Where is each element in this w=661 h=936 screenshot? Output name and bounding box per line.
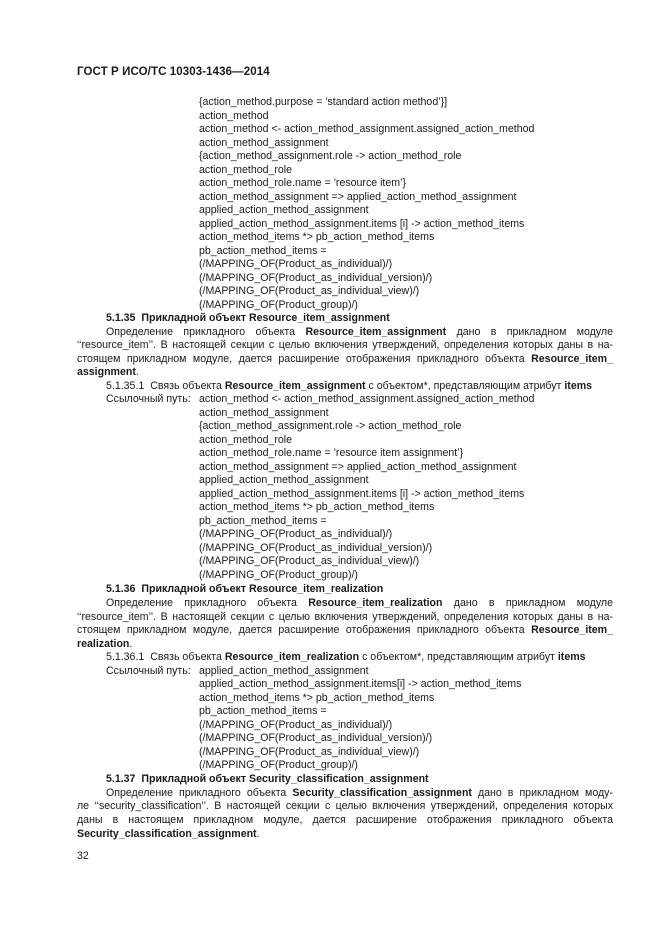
paragraph-line: ‘‘resource_item’’. В настоящей секции с целью включения утверждений, определения которых даны в на- bbox=[77, 611, 613, 623]
paragraph-line: assignment. bbox=[77, 366, 139, 378]
code-line: (/MAPPING_OF(Product_group)/) bbox=[199, 759, 358, 771]
code-line: action_method_items *> pb_action_method_items bbox=[199, 231, 435, 243]
code-line: (/MAPPING_OF(Product_as_individual)/) bbox=[199, 719, 393, 731]
code-line: {action_method_assignment.role -> action_method_role bbox=[199, 420, 462, 432]
paragraph-line: Security_classification_assignment. bbox=[77, 828, 260, 840]
paragraph-line: ле ‘‘security_classification’’. В настоящей секции с целью включения утверждений, определения которых bbox=[77, 800, 613, 812]
paragraph-line: ‘‘resource_item’’. В настоящей секции с целью включения утверждений, определения которых даны в на- bbox=[77, 339, 613, 351]
code-line: applied_action_method_assignment.items[i] -> action_method_items bbox=[199, 678, 522, 690]
code-line: {action_method_assignment.role -> action_method_role bbox=[199, 150, 462, 162]
code-line: applied_action_method_assignment bbox=[199, 474, 369, 486]
code-line: pb_action_method_items = bbox=[199, 515, 327, 527]
code-line: action_method_assignment bbox=[199, 407, 329, 419]
code-line: action_method_assignment => applied_action_method_assignment bbox=[199, 191, 517, 203]
code-line: applied_action_method_assignment bbox=[199, 665, 369, 677]
code-line: (/MAPPING_OF(Product_as_individual_version)/) bbox=[199, 272, 433, 284]
code-line: (/MAPPING_OF(Product_as_individual)/) bbox=[199, 528, 393, 540]
code-line: (/MAPPING_OF(Product_as_individual_view)/) bbox=[199, 285, 420, 297]
section-heading: 5.1.37 Прикладной объект Security_classification_assignment bbox=[106, 773, 429, 785]
code-line: action_method_assignment => applied_action_method_assignment bbox=[199, 461, 517, 473]
reference-path-label: Ссылочный путь: bbox=[106, 393, 191, 405]
code-line: (/MAPPING_OF(Product_as_individual_view)/) bbox=[199, 746, 420, 758]
code-line: action_method_role bbox=[199, 164, 293, 176]
code-line: applied_action_method_assignment.items [i] -> action_method_items bbox=[199, 488, 525, 500]
code-line: (/MAPPING_OF(Product_group)/) bbox=[199, 299, 358, 311]
section-heading: 5.1.36 Прикладной объект Resource_item_realization bbox=[106, 583, 384, 595]
code-line: (/MAPPING_OF(Product_as_individual_version)/) bbox=[199, 542, 433, 554]
code-line: action_method_role.name = ’resource item’} bbox=[199, 177, 406, 189]
code-line: pb_action_method_items = bbox=[199, 245, 327, 257]
paragraph-line: даны в настоящем прикладном модуле, дается расширение отображения прикладного объекта bbox=[77, 814, 613, 826]
code-line: action_method_items *> pb_action_method_items bbox=[199, 501, 435, 513]
code-line: action_method_role.name = ’resource item assignment’} bbox=[199, 447, 464, 459]
code-line: action_method_items *> pb_action_method_items bbox=[199, 692, 435, 704]
page-number: 32 bbox=[77, 850, 89, 862]
paragraph-line: realization. bbox=[77, 638, 133, 650]
reference-path-label: Ссылочный путь: bbox=[106, 665, 191, 677]
code-line: action_method_assignment bbox=[199, 137, 329, 149]
code-line: pb_action_method_items = bbox=[199, 705, 327, 717]
code-line: (/MAPPING_OF(Product_as_individual_view)/) bbox=[199, 555, 420, 567]
paragraph-line: Определение прикладного объекта Resource_item_realization дано в прикладном модуле bbox=[106, 597, 613, 609]
code-line: (/MAPPING_OF(Product_group)/) bbox=[199, 569, 358, 581]
subsection-heading: 5.1.36.1 Связь объекта Resource_item_realization с объектом*, представляющим атрибут items bbox=[106, 651, 586, 663]
code-line: (/MAPPING_OF(Product_as_individual_version)/) bbox=[199, 732, 433, 744]
code-line: applied_action_method_assignment bbox=[199, 204, 369, 216]
paragraph-line: Определение прикладного объекта Security_classification_assignment дано в прикладном моду- bbox=[106, 787, 613, 799]
paragraph-line: стоящем прикладном модуле, дается расширение отображения прикладного объекта Resource_item_ bbox=[77, 353, 613, 365]
code-line: action_method_role bbox=[199, 434, 293, 446]
paragraph-line: стоящем прикладном модуле, дается расширение отображения прикладного объекта Resource_item_ bbox=[77, 624, 613, 636]
code-line: applied_action_method_assignment.items [i] -> action_method_items bbox=[199, 218, 525, 230]
code-line: action_method <- action_method_assignment.assigned_action_method bbox=[199, 393, 535, 405]
code-line: {action_method.purpose = ’standard action method’}] bbox=[199, 96, 448, 108]
document-header: ГОСТ Р ИСО/ТС 10303-1436—2014 bbox=[77, 66, 270, 78]
section-heading: 5.1.35 Прикладной объект Resource_item_assignment bbox=[106, 312, 390, 324]
code-line: action_method bbox=[199, 110, 269, 122]
subsection-heading: 5.1.35.1 Связь объекта Resource_item_assignment с объектом*, представляющим атрибут items bbox=[106, 380, 593, 392]
code-line: action_method <- action_method_assignment.assigned_action_method bbox=[199, 123, 535, 135]
code-line: (/MAPPING_OF(Product_as_individual)/) bbox=[199, 258, 393, 270]
paragraph-line: Определение прикладного объекта Resource_item_assignment дано в прикладном модуле bbox=[106, 326, 613, 338]
